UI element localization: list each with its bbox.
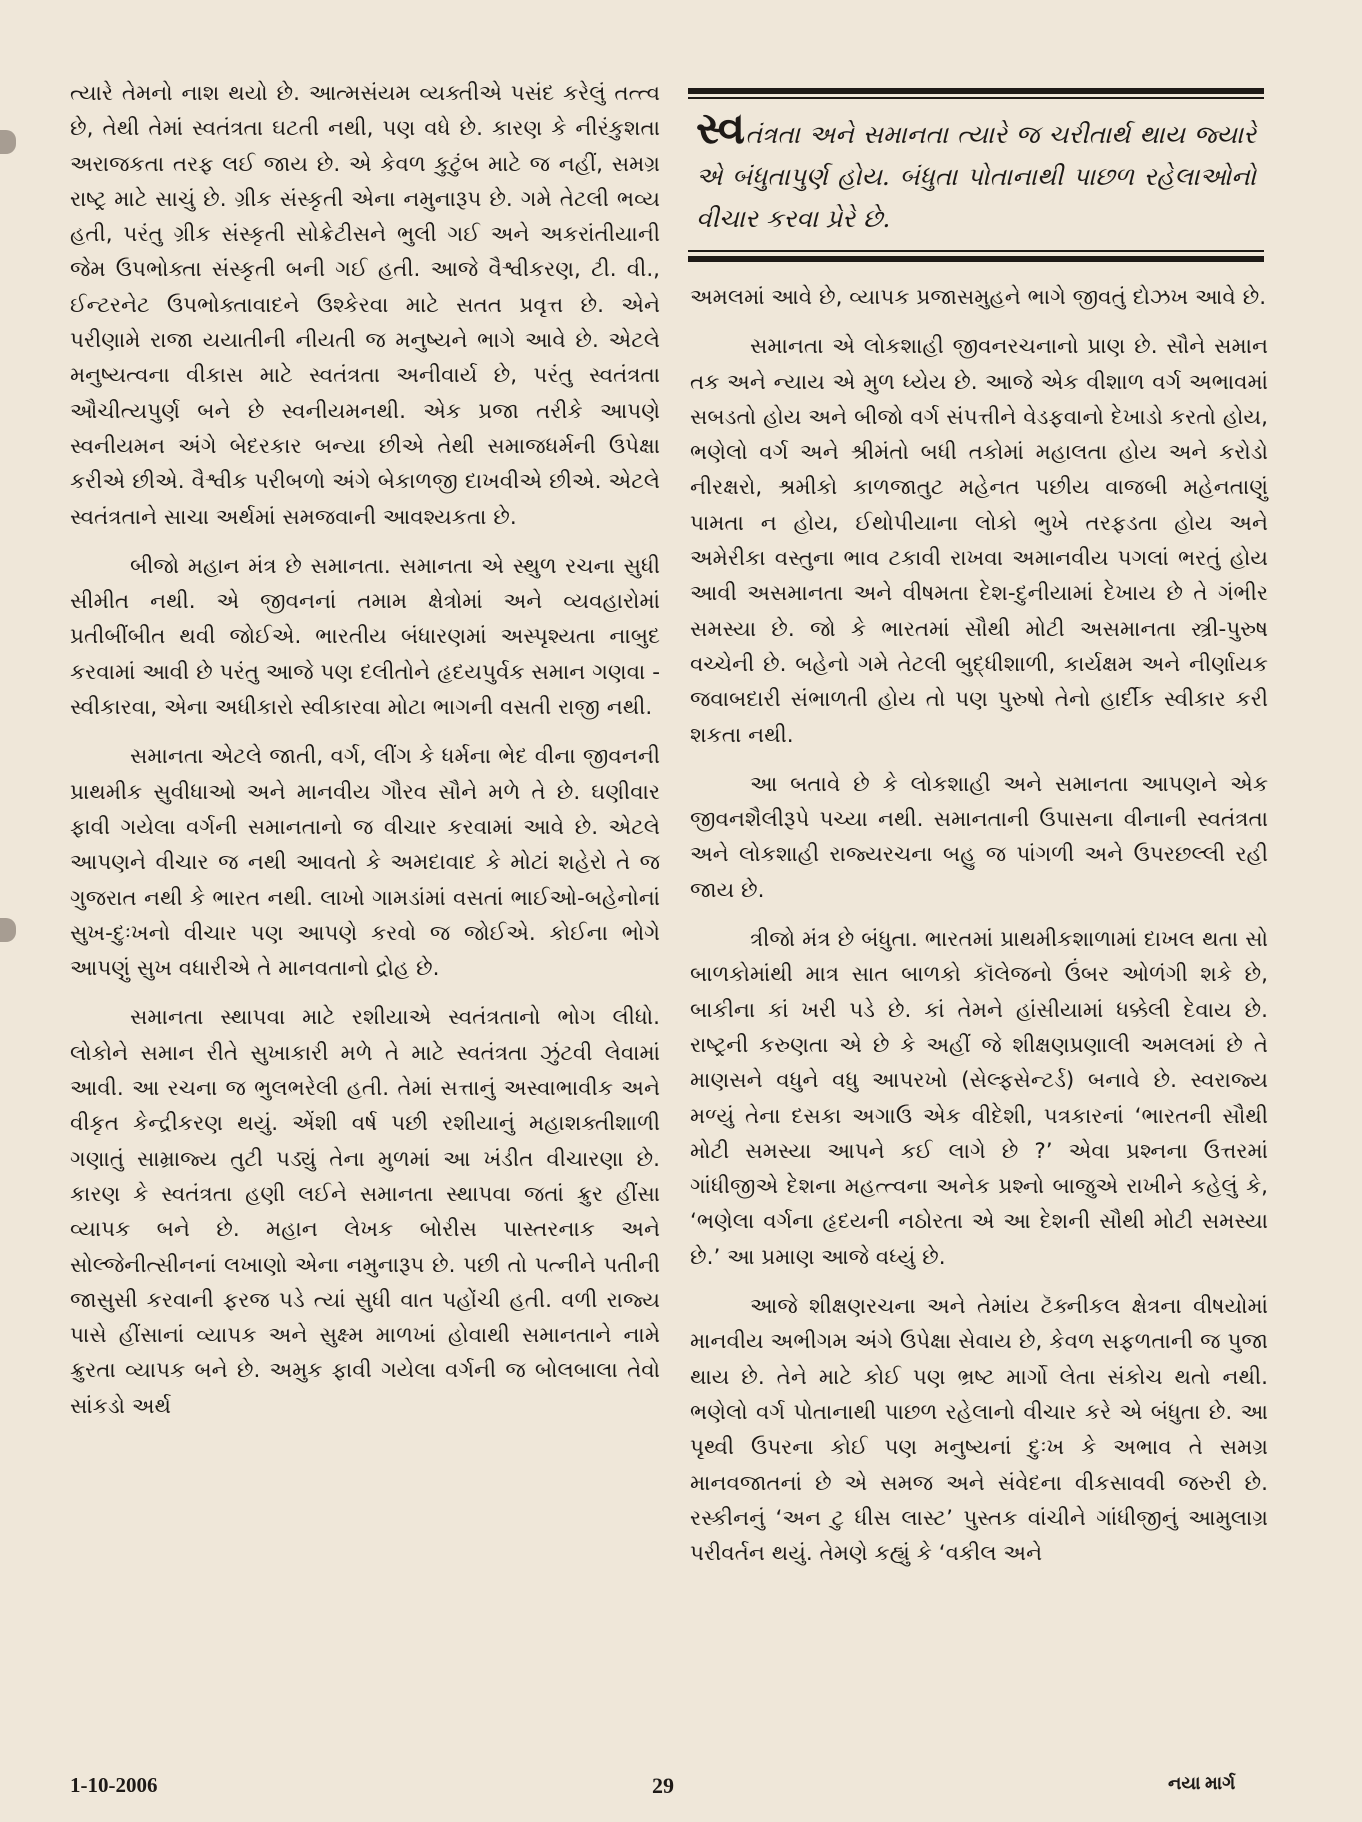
right-paragraph-2: સમાનતા એ લોકશાહી જીવનરચનાનો પ્રાણ છે. સૌને સમાન તક અને ન્યાય એ મુળ ધ્યેય છે. આજે એક વીશાળ વર્ગ અભાવમાં સબડતો હોય અને બીજો વર્ગ સંપત્તીને વેડફવાનો દેખાડો કરતો હોય, ભણેલો વર્ગ અને શ્રીમંતો બધી તકોમાં મહાલતા હોય અને કરોડો નીરક્ષરો, શ્રમીકો કાળજાતુટ મહેનત પછીય વાજબી મહેનતાણું પામતા ન હોય, ઈથોપીયાના લોકો ભુખે તરફડતા હોય અને અમેરીકા વસ્તુના ભાવ ટકાવી રાખવા અમાનવીય પગલાં ભરતું હોય આવી અસમાનતા અને વીષમતા દેશ-દુનીયામાં દેખાય છે તે ગંભીર સમસ્યા છે. જો કે ભારતમાં સૌથી મોટી અસમાનતા સ્ત્રી-પુરુષ વચ્ચેની છે. બહેનો ગમે તેટલી બુદ્ધીશાળી, કાર્યક્ષમ અને નીર્ણાયક જવાબદારી સંભાળતી હોય તો પણ પુરુષો તેનો હાર્દીક સ્વીકાર કરી શકતા નથી.: [690, 334, 1268, 748]
pull-quote: [688, 88, 1264, 266]
footer-date: 1-10-2006: [70, 1773, 158, 1797]
right-paragraph-3: આ બતાવે છે કે લોકશાહી અને સમાનતા આપણને એક જીવનશૈલીરૂપે પચ્યા નથી. સમાનતાની ઉપાસના વીનાની સ્વતંત્રતા અને લોકશાહી રાજ્યરચના બહુ જ પાંગળી અને ઉપરછલ્લી રહી જાય છે.: [690, 771, 1268, 903]
punch-hole: [0, 918, 16, 942]
pull-quote-drop-letter: સ્વ: [696, 103, 746, 154]
left-paragraph-1: ત્યારે તેમનો નાશ થયો છે. આત્મસંયમ વ્યક્તીએ પસંદ કરેલું તત્ત્વ છે, તેથી તેમાં સ્વતંત્રતા ઘટતી નથી, પણ વધે છે. કારણ કે નીરંકુશતા અરાજકતા તરફ લઈ જાય છે. એ કેવળ કુટુંબ માટે જ નહીં, સમગ્ર રાષ્ટ્ર માટે સાચું છે. ગ્રીક સંસ્કૃતી એના નમુનારૂપ છે. ગમે તેટલી ભવ્ય હતી, પરંતુ ગ્રીક સંસ્કૃતી સોક્રેટીસને ભુલી ગઈ અને અકરાંતીયાની જેમ ઉપભોક્તા સંસ્કૃતી બની ગઈ હતી. આજે વૈશ્વીકરણ, ટી. વી., ઈન્ટરનેટ ઉપભોક્તાવાદને ઉશ્કેરવા માટે સતત પ્રવૃત્ત છે. એને પરીણામે રાજા યયાતીની નીયતી જ મનુષ્યને ભાગે આવે છે. એટલે મનુષ્યત્વના વીકાસ માટે સ્વતંત્રતા અનીવાર્ય છે, પરંતુ સ્વતંત્રતા ઔચીત્યપુર્ણ બને છે સ્વનીયમનથી. એક પ્રજા તરીકે આપણે સ્વનીયમન અંગે બેદરકાર બન્યા છીએ તેથી સમાજધર્મની ઉપેક્ષા કરીએ છીએ. વૈશ્વીક પરીબળો અંગે બેકાળજી દાખવીએ છીએ. એટલે સ્વતંત્રતાને સાચા અર્થમાં સમજવાની આવશ્યકતા છે.: [70, 81, 660, 530]
left-paragraph-2: બીજો મહાન મંત્ર છે સમાનતા. સમાનતા એ સ્થુળ રચના સુધી સીમીત નથી. એ જીવનનાં તમામ ક્ષેત્રોમાં અને વ્યવહારોમાં પ્રતીબીંબીત થવી જોઈએ. ભારતીય બંધારણમાં અસ્પૃશ્યતા નાબુદ કરવામાં આવી છે પરંતુ આજે પણ દલીતોને હૃદયપુર્વક સમાન ગણવા - સ્વીકારવા, એના અધીકારો સ્વીકારવા મોટા ભાગની વસતી રાજી નથી.: [70, 553, 660, 721]
right-column: [690, 280, 1268, 1585]
punch-hole: [0, 130, 16, 154]
magazine-name: નયા માર્ગ: [1168, 1773, 1236, 1793]
right-paragraph-4: ત્રીજો મંત્ર છે બંધુતા. ભારતમાં પ્રાથમીકશાળામાં દાખલ થતા સો બાળકોમાંથી માત્ર સાત બાળકો કૉલેજનો ઉંબર ઓળંગી શકે છે, બાકીના કાં ખરી પડે છે. કાં તેમને હાંસીયામાં ધક્કેલી દેવાય છે. રાષ્ટ્રની કરુણતા એ છે કે અહીં જે શીક્ષણપ્રણાલી અમલમાં છે તે માણસને વધુને વધુ આપરખો (સેલ્ફસેન્ટર્ડ) બનાવે છે. સ્વરાજ્ય મળ્યું તેના દસકા અગાઉ એક વીદેશી, પત્રકારનાં ‘ભારતની સૌથી મોટી સમસ્યા આપને કઈ લાગે છે ?’ એવા પ્રશ્નના ઉત્તરમાં ગાંધીજીએ દેશના મહત્ત્વના અનેક પ્રશ્નો બાજુએ રાખીને કહેલું કે, ‘ભણેલા વર્ગના હૃદયની નઠોરતા એ આ દેશની સૌથી મોટી સમસ્યા છે.’ આ પ્રમાણ આજે વધ્યું છે.: [690, 927, 1268, 1270]
right-paragraph-1: અમલમાં આવે છે, વ્યાપક પ્રજાસમુહને ભાગે જીવતું દોઝખ આવે છે.: [690, 285, 1267, 310]
pull-quote-text: [696, 103, 1256, 240]
page-number: 29: [652, 1773, 674, 1798]
pull-quote-bottom-rule: [688, 256, 1264, 262]
left-column: [70, 76, 660, 1438]
right-paragraph-5: આજે શીક્ષણરચના અને તેમાંય ટૅક્નીકલ ક્ષેત્રના વીષયોમાં માનવીય અભીગમ અંગે ઉપેક્ષા સેવાય છે, કેવળ સફળતાની જ પુજા થાય છે. તેને માટે કોઈ પણ ભ્રષ્ટ માર્ગો લેતા સંકોચ થતો નથી. ભણેલો વર્ગ પોતાનાથી પાછળ રહેલાનો વીચાર કરે એ બંધુતા છે. આ પૃથ્વી ઉપરના કોઈ પણ મનુષ્યનાં દુઃખ કે અભાવ તે સમગ્ર માનવજાતનાં છે એ સમજ અને સંવેદના વીકસાવવી જરુરી છે. રસ્કીનનું ‘અન ટુ ધીસ લાસ્ટ’ પુસ્તક વાંચીને ગાંધીજીનું આમુલાગ્ર પરીવર્તન થયું. તેમણે કહ્યું કે ‘વકીલ અને: [690, 1294, 1268, 1567]
pull-quote-top-rule: [688, 88, 1264, 94]
pull-quote-bottom-rule-thin: [688, 250, 1264, 252]
left-paragraph-3: સમાનતા એટલે જાતી, વર્ગ, લીંગ કે ધર્મના ભેદ વીના જીવનની પ્રાથમીક સુવીધાઓ અને માનવીય ગૌરવ સૌને મળે તે છે. ઘણીવાર ફાવી ગયેલા વર્ગની સમાનતાનો જ વીચાર કરવામાં આવે છે. એટલે આપણને વીચાર જ નથી આવતો કે અમદાવાદ કે મોટાં શહેરો તે જ ગુજરાત નથી કે ભારત નથી. લાખો ગામડાંમાં વસતાં ભાઈઓ-બહેનોનાં સુખ-દુઃખનો વીચાર પણ આપણે કરવો જ જોઈએ. કોઈના ભોગે આપણું સુખ વધારીએ તે માનવતાનો દ્રોહ છે.: [70, 744, 660, 982]
pull-quote-top-rule-thin: [688, 97, 1264, 99]
left-paragraph-4: સમાનતા સ્થાપવા માટે રશીયાએ સ્વતંત્રતાનો ભોગ લીધો. લોકોને સમાન રીતે સુખાકારી મળે તે માટે સ્વતંત્રતા ઝુંટવી લેવામાં આવી. આ રચના જ ભુલભરેલી હતી. તેમાં સત્તાનું અસ્વાભાવીક અને વીકૃત કેન્દ્રીકરણ થયું. એંશી વર્ષ પછી રશીયાનું મહાશક્તીશાળી ગણાતું સામ્રાજ્ય તુટી પડ્યું તેના મુળમાં આ ખંડીત વીચારણા છે. કારણ કે સ્વતંત્રતા હણી લઈને સમાનતા સ્થાપવા જતાં ક્રુર હીંસા વ્યાપક બને છે. મહાન લેખક બોરીસ પાસ્તરનાક અને સોલ્જેનીત્સીનનાં લખાણો એના નમુનારૂપ છે. પછી તો પત્નીને પતીની જાસુસી કરવાની ફરજ પડે ત્યાં સુધી વાત પહોંચી હતી. વળી રાજ્ય પાસે હીંસાનાં વ્યાપક અને સુક્ષ્મ માળખાં હોવાથી સમાનતાને નામે ક્રુરતા વ્યાપક બને છે. અમુક ફાવી ગયેલા વર્ગની જ બોલબાલા તેવો સાંકડો અર્થ: [70, 1005, 660, 1419]
pull-quote-body: તંત્રતા અને સમાનતા ત્યારે જ ચરીતાર્થ થાય જ્યારે એ બંધુતાપુર્ણ હોય. બંધુતા પોતાનાથી પાછળ રહેલાઓનો વીચાર કરવા પ્રેરે છે.: [696, 120, 1256, 233]
